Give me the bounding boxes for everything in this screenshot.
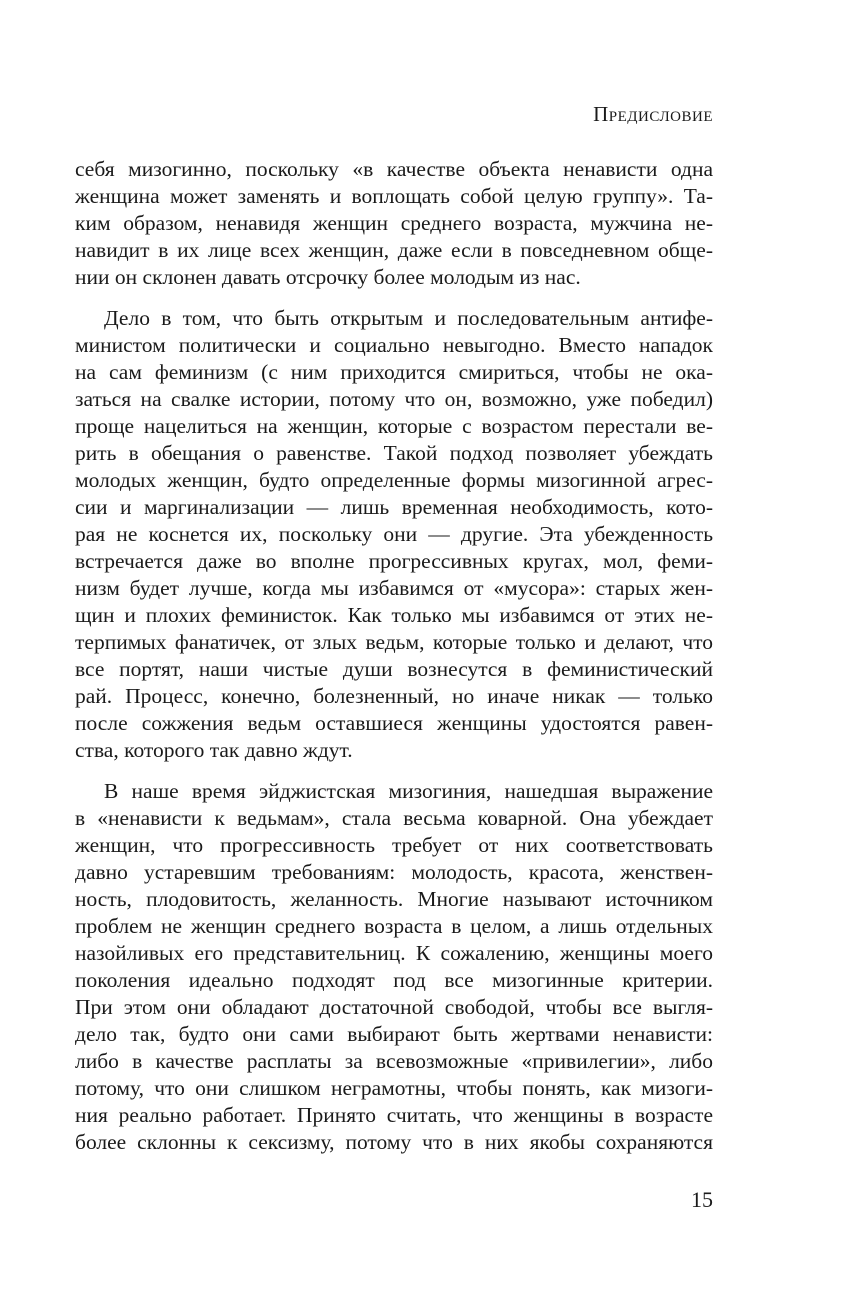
- text-line: терпимых фанатичек, от злых ведьм, которые только и делают, что: [75, 630, 713, 654]
- text-line: женщин, что прогрессивность требует от них соответствовать: [75, 833, 713, 857]
- text-line: себя мизогинно, поскольку «в качестве объекта ненависти одна: [75, 157, 713, 181]
- text-line: В наше время эйджистская мизогиния, нашедшая выражение: [104, 779, 713, 803]
- text-line: давно устаревшим требованиям: молодость, красота, женствен-: [75, 860, 713, 884]
- text-line: проще нацелиться на женщин, которые с возрастом перестали ве-: [75, 414, 713, 438]
- text-line: При этом они обладают достаточной свободой, чтобы все выгля-: [75, 995, 713, 1019]
- text-line: рая не коснется их, поскольку они — другие. Эта убежденность: [75, 522, 713, 546]
- text-line: рить в обещания о равенстве. Такой подход позволяет убеждать: [75, 441, 713, 465]
- text-line: проблем не женщин среднего возраста в целом, а лишь отдельных: [75, 914, 713, 938]
- text-line: нии он склонен давать отсрочку более молодым из нас.: [75, 265, 581, 289]
- text-line: ким образом, ненавидя женщин среднего возраста, мужчина не-: [75, 211, 713, 235]
- text-line: назойливых его представительниц. К сожалению, женщины моего: [75, 941, 713, 965]
- paragraph: [75, 156, 713, 291]
- text-line: молодых женщин, будто определенные формы мизогинной агрес-: [75, 468, 713, 492]
- text-line: либо в качестве расплаты за всевозможные «привилегии», либо: [75, 1049, 713, 1073]
- text-line: женщина может заменять и воплощать собой целую группу». Та-: [75, 184, 713, 208]
- text-line: ния реально работает. Принято считать, что женщины в возрасте: [75, 1103, 713, 1127]
- page-body: [75, 156, 713, 1170]
- text-line: ства, которого так давно ждут.: [75, 738, 353, 762]
- text-line: более склонны к сексизму, потому что в них якобы сохраняются: [75, 1130, 713, 1154]
- text-line: ность, плодовитость, желанность. Многие называют источником: [75, 887, 713, 911]
- text-line: сии и маргинализации — лишь временная необходимость, кото-: [75, 495, 713, 519]
- text-line: потому, что они слишком неграмотны, чтобы понять, как мизоги-: [75, 1076, 713, 1100]
- text-line: все портят, наши чистые души вознесутся в феминистический: [75, 657, 713, 681]
- text-line: навидит в их лице всех женщин, даже если в повседневном обще-: [75, 238, 713, 262]
- text-line: рай. Процесс, конечно, болезненный, но иначе никак — только: [75, 684, 713, 708]
- text-line: после сожжения ведьм оставшиеся женщины удостоятся равен-: [75, 711, 713, 735]
- text-line: заться на свалке истории, потому что он, возможно, уже победил): [75, 387, 713, 411]
- text-line: дело так, будто они сами выбирают быть жертвами ненависти:: [75, 1022, 713, 1046]
- text-line: Дело в том, что быть открытым и последовательным антифе-: [104, 306, 713, 330]
- text-line: поколения идеально подходят под все мизогинные критерии.: [75, 968, 713, 992]
- text-line: встречается даже во вполне прогрессивных кругах, мол, феми-: [75, 549, 713, 573]
- text-line: на сам феминизм (с ним приходится смириться, чтобы не ока-: [75, 360, 713, 384]
- page-number: 15: [691, 1187, 713, 1212]
- text-line: в «ненависти к ведьмам», стала весьма коварной. Она убеждает: [75, 806, 713, 830]
- text-line: щин и плохих феминисток. Как только мы избавимся от этих не-: [75, 603, 713, 627]
- paragraph: [75, 305, 713, 764]
- running-header: Предисловие: [593, 102, 713, 126]
- paragraph: [75, 778, 713, 1156]
- text-line: низм будет лучше, когда мы избавимся от «мусора»: старых жен-: [75, 576, 713, 600]
- text-line: министом политически и социально невыгодно. Вместо нападок: [75, 333, 713, 357]
